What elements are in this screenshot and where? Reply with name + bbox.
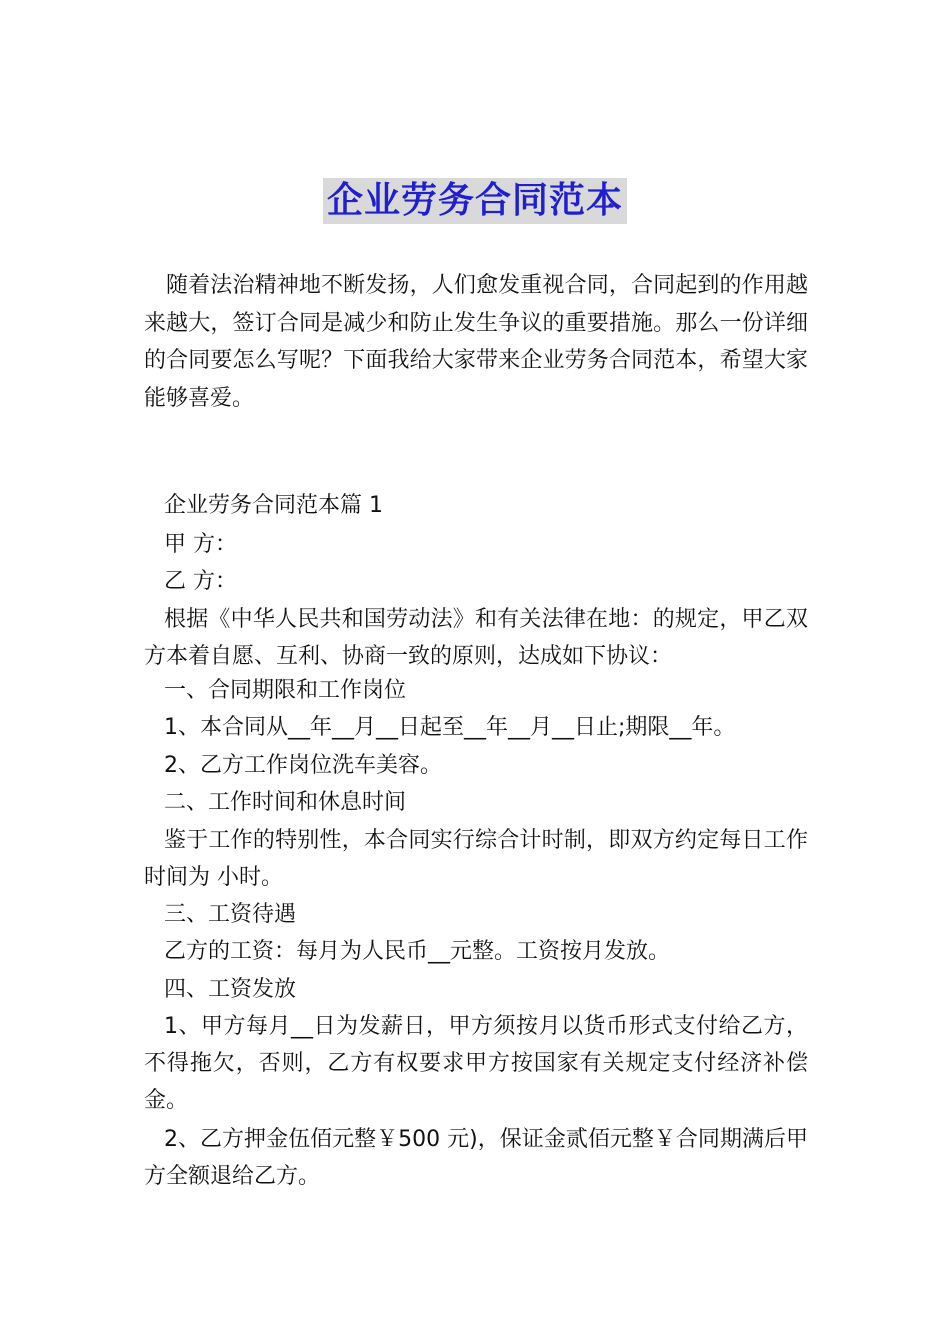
clause-1-title: 一、合同期限和工作岗位 — [164, 678, 407, 703]
clause-1-item-1: 1、本合同从__年__月__日起至__年__月__日止;期限__年。 — [164, 715, 736, 740]
clause-3-title: 三、工资待遇 — [164, 902, 297, 927]
title-container — [0, 178, 950, 224]
clause-2-title: 二、工作时间和休息时间 — [164, 790, 407, 815]
party-b-line: 乙 方： — [164, 569, 237, 594]
clause-4-title: 四、工资发放 — [164, 977, 297, 1002]
clause-4-item-2: 2、乙方押金伍佰元整￥500 元)，保证金贰佰元整￥合同期满后甲方全额退给乙方。 — [144, 1127, 808, 1189]
section-heading: 企业劳务合同范本篇 1 — [164, 493, 383, 518]
party-a-line: 甲 方： — [164, 532, 237, 557]
clause-1-item-2: 2、乙方工作岗位洗车美容。 — [164, 753, 442, 778]
preamble-paragraph: 根据《中华人民共和国劳动法》和有关法律在地：的规定，甲乙双方本着自愿、互利、协商一致的原则，达成如下协议： — [144, 607, 808, 669]
document-title: 企业劳务合同范本 — [323, 178, 627, 224]
clause-2-text: 鉴于工作的特别性，本合同实行综合计时制，即双方约定每日工作时间为 小时。 — [144, 828, 808, 890]
clause-3-text: 乙方的工资：每月为人民币__元整。工资按月发放。 — [164, 939, 671, 964]
clause-4-item-1: 1、甲方每月__日为发薪日，甲方须按月以货币形式支付给乙方，不得拖欠，否则，乙方有权要求甲方按国家有关规定支付经济补偿金。 — [144, 1014, 808, 1113]
intro-paragraph: 随着法治精神地不断发扬，人们愈发重视合同，合同起到的作用越来越大，签订合同是减少和防止发生争议的重要措施。那么一份详细的合同要怎么写呢？下面我给大家带来企业劳务合同范本，希望大家能够喜爱。 — [144, 273, 808, 411]
